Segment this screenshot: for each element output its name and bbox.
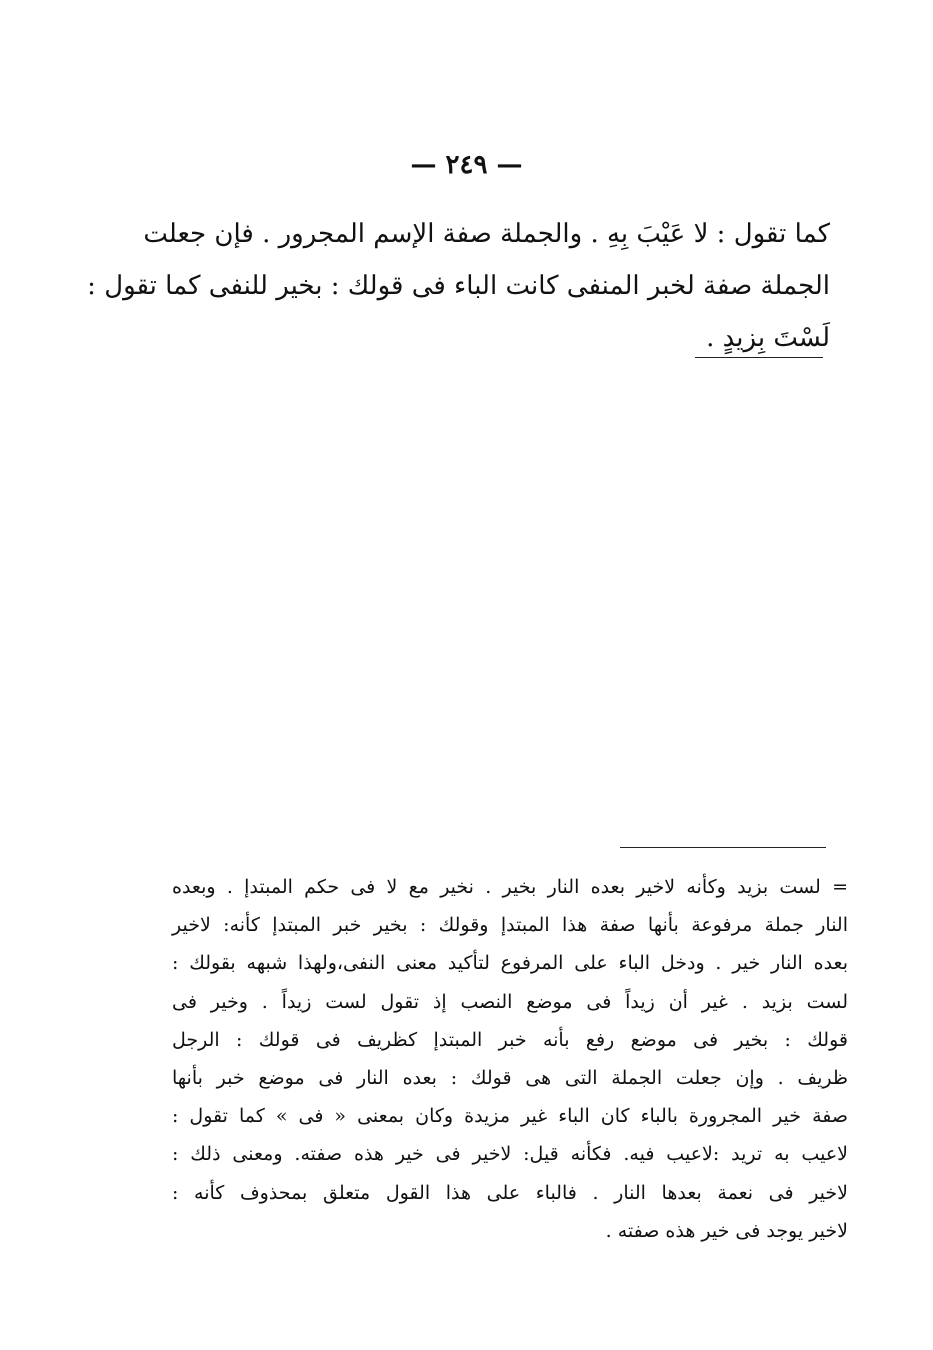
main-text-line-3: لَسْتَ بِزيدٍ .: [706, 323, 830, 353]
footnote-line-1: = لست بزيد وكأنه لاخير بعده النار بخير . نخير مع لا فى حكم المبتدإ . وبعده: [172, 876, 848, 898]
section-end-rule: [695, 357, 823, 358]
footnote-line-10: لاخير يوجد فى خير هذه صفته .: [605, 1219, 848, 1242]
page-number: — ٢٤٩ —: [410, 150, 523, 180]
footnote-line-9: لاخير فى نعمة بعدها النار . فالباء على هذا القول متعلق بمحذوف كأنه :: [172, 1181, 848, 1204]
main-text-line-2: الجملة صفة لخبر المنفى كانت الباء فى قولك : بخير للنفى كما تقول :: [87, 271, 830, 301]
footnote-line-5: قولك : بخير فى موضع رفع بأنه خبر المبتدإ كظريف فى قولك : الرجل: [172, 1028, 848, 1051]
footnote-separator-rule: [620, 847, 826, 848]
footnote-block: [172, 868, 848, 1250]
footnote-line-6: ظريف . وإن جعلت الجملة التى هى قولك : بعده النار فى موضع خبر بأنها: [172, 1067, 848, 1090]
footnote-line-8: لاعيب به تريد :لاعيب فيه. فكأنه قيل: لاخير فى خير هذه صفته. ومعنى ذلك :: [172, 1143, 848, 1166]
footnote-line-7: صفة خير المجرورة بالباء كان الباء غير مزيدة وكان بمعنى « فى » كما تقول :: [172, 1105, 848, 1128]
main-text-line-1: كما تقول : لا عَيْبَ بِهِ . والجملة صفة الإسم المجرور . فإن جعلت: [143, 219, 830, 249]
footnote-line-2: النار جملة مرفوعة بأنها صفة هذا المبتدإ وقولك : بخير خبر المبتدإ كأنه: لاخير: [172, 914, 848, 937]
footnote-line-4: لست بزيد . غير أن زيداً فى موضع النصب إذ تقول لست زيداً . وخير فى: [172, 990, 848, 1013]
footnote-line-3: بعده النار خير . ودخل الباء على المرفوع لتأكيد معنى النفى،ولهذا شبهه بقولك :: [172, 952, 848, 975]
main-text-block: [87, 208, 830, 364]
